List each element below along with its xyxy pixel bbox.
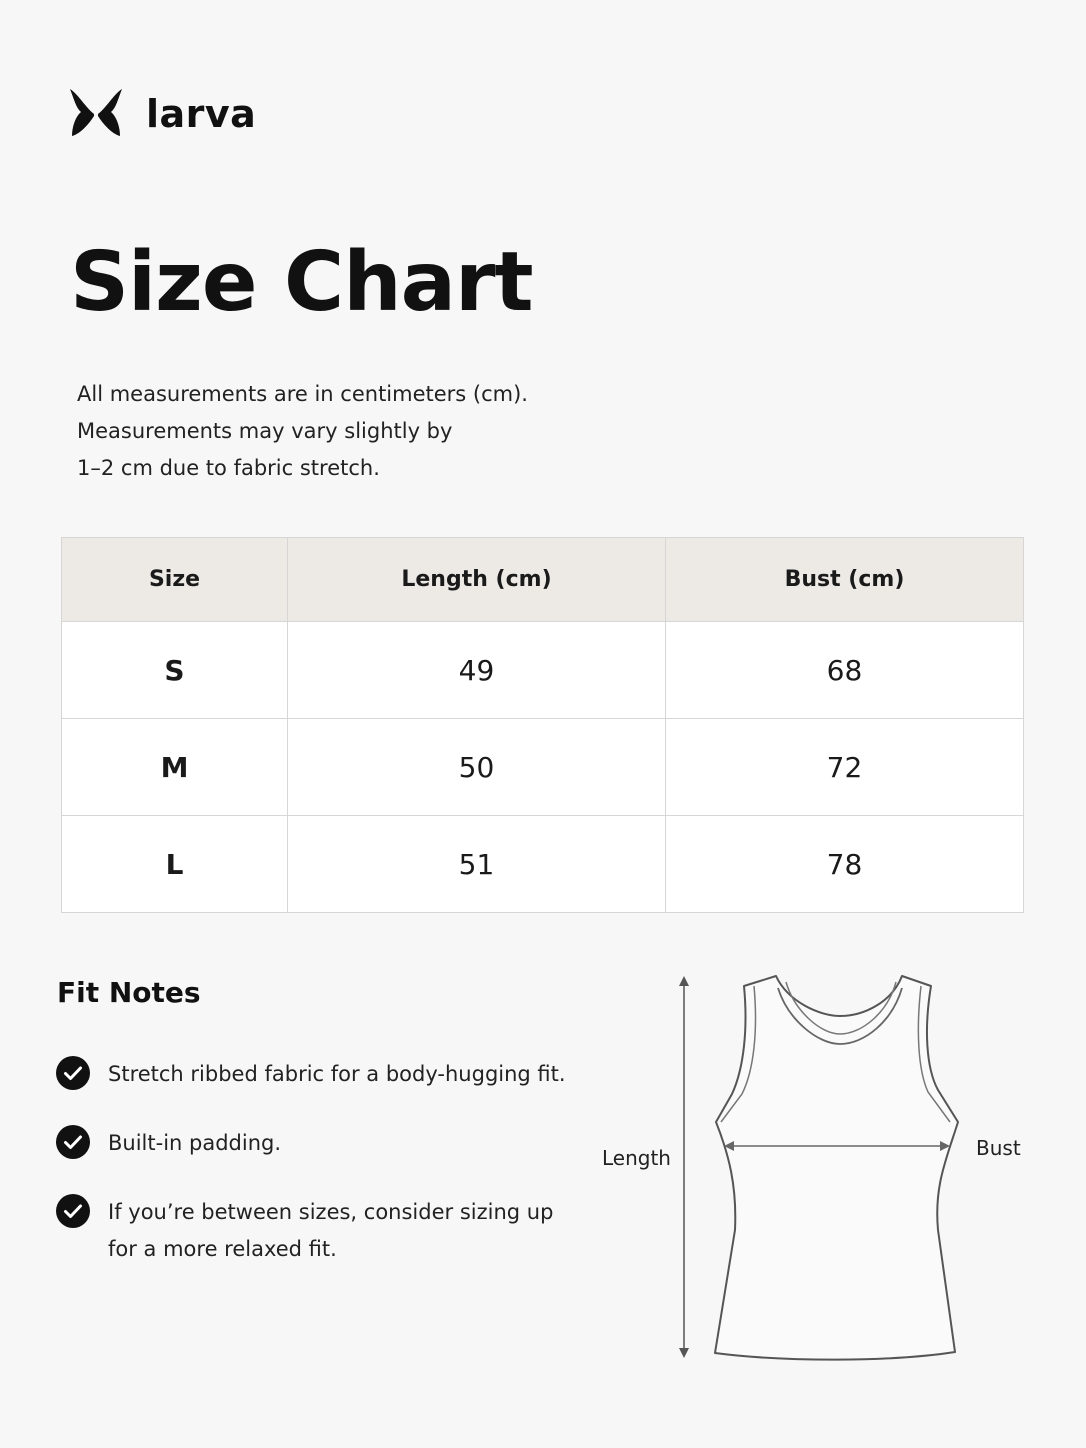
fit-notes-list <box>56 1056 596 1268</box>
header-size: Size <box>62 538 288 622</box>
intro-text <box>77 376 528 487</box>
bust-label: Bust <box>976 1136 1021 1160</box>
intro-line: Measurements may vary slightly by <box>77 419 453 443</box>
bust-cell: 68 <box>666 622 1024 719</box>
size-cell: S <box>62 622 288 719</box>
brand-name: larva <box>146 92 257 136</box>
length-cell: 51 <box>288 816 666 913</box>
butterfly-logo-icon <box>68 86 124 142</box>
fit-note-item <box>56 1194 596 1268</box>
fit-note-line: Built-in padding. <box>108 1131 282 1155</box>
table-row <box>62 719 1024 816</box>
fit-note-item <box>56 1056 596 1093</box>
size-cell: M <box>62 719 288 816</box>
table-row <box>62 622 1024 719</box>
length-cell: 49 <box>288 622 666 719</box>
header-length: Length (cm) <box>288 538 666 622</box>
tank-top-diagram <box>590 960 1050 1370</box>
page-title: Size Chart <box>70 235 533 330</box>
check-circle-icon <box>56 1125 90 1159</box>
fit-note-line: If you’re between sizes, consider sizing up <box>108 1200 554 1224</box>
length-label: Length <box>602 1146 671 1170</box>
table-header-row <box>62 538 1024 622</box>
fit-note-text <box>108 1194 553 1268</box>
fit-note-item <box>56 1125 596 1162</box>
fit-note-line: for a more relaxed fit. <box>108 1237 337 1261</box>
fit-note-text <box>108 1125 281 1162</box>
table-row <box>62 816 1024 913</box>
size-table <box>61 537 1024 913</box>
size-cell: L <box>62 816 288 913</box>
check-circle-icon <box>56 1194 90 1228</box>
intro-line: All measurements are in centimeters (cm). <box>77 382 528 406</box>
length-cell: 50 <box>288 719 666 816</box>
brand <box>68 86 256 142</box>
bust-cell: 78 <box>666 816 1024 913</box>
intro-line: 1–2 cm due to fabric stretch. <box>77 456 380 480</box>
fit-notes-title: Fit Notes <box>57 976 201 1009</box>
fit-note-text <box>108 1056 566 1093</box>
header-bust: Bust (cm) <box>666 538 1024 622</box>
check-circle-icon <box>56 1056 90 1090</box>
fit-note-line: Stretch ribbed fabric for a body-hugging fit. <box>108 1062 566 1086</box>
bust-cell: 72 <box>666 719 1024 816</box>
